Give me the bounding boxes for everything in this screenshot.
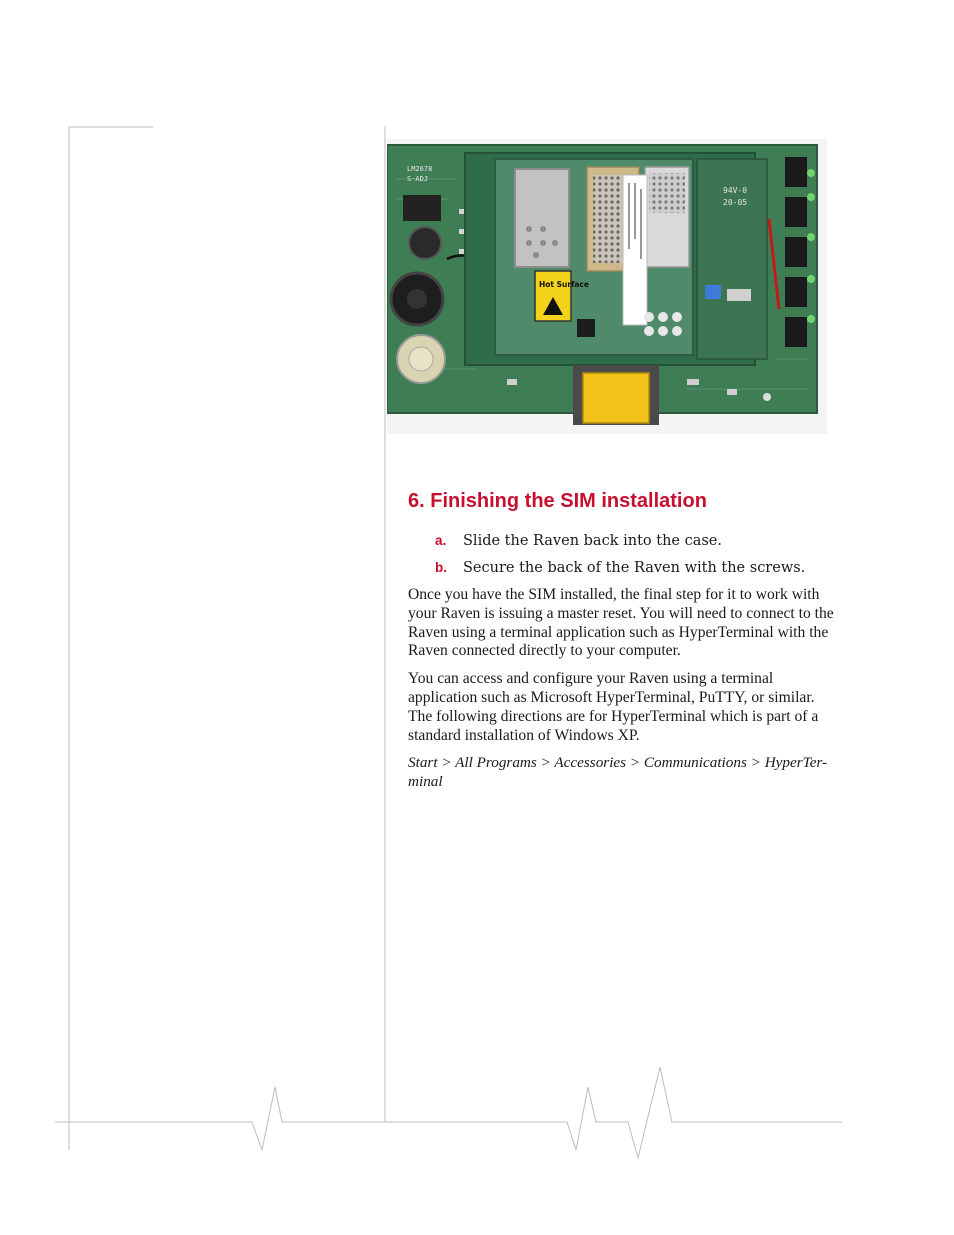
small-ic (577, 319, 595, 337)
board-label-sadj: S-ADJ (407, 175, 429, 183)
step-text: Slide the Raven back into the case. (463, 533, 722, 549)
regulator-chip (403, 195, 441, 221)
step-marker: a. (435, 533, 447, 548)
raven-board-photo (387, 139, 827, 434)
hyperterminal-menu-path: Start > All Programs > Accessories > Communications > HyperTer-minal (408, 754, 828, 791)
sim-card (583, 373, 649, 423)
list-item (435, 532, 840, 550)
shield-can (515, 169, 569, 267)
paragraph-terminal-access: You can access and configure your Raven using a terminal application such as Microsoft HyperTerminal, PuTTY, or similar. The following directions are for HyperTerminal which is part of a standard installation of Windows XP. (408, 670, 819, 744)
capacitor-top (409, 227, 441, 259)
circuit-board-illustration (387, 139, 827, 434)
step-list (435, 532, 840, 577)
blue-component (705, 285, 721, 299)
step-text: Secure the back of the Raven with the screws. (463, 560, 806, 576)
sticker-text: Hot Surface (539, 280, 589, 289)
list-item (435, 559, 840, 577)
board-label-94v0: 94V-0 (723, 186, 748, 195)
bottom-heartbeat-rule (55, 1067, 842, 1158)
board-label-lm2678: LM2678 (407, 165, 433, 173)
section-content (408, 488, 840, 792)
board-label-date: 20-05 (723, 198, 748, 207)
step-marker: b. (435, 560, 447, 575)
section-heading: 6. Finishing the SIM installation (408, 490, 707, 512)
paragraph-master-reset: Once you have the SIM installed, the final step for it to work with your Raven is issuing a master reset. You will need to connect to the Raven using a terminal application such as HyperTerminal with the Raven connected directly to your computer. (408, 586, 834, 660)
